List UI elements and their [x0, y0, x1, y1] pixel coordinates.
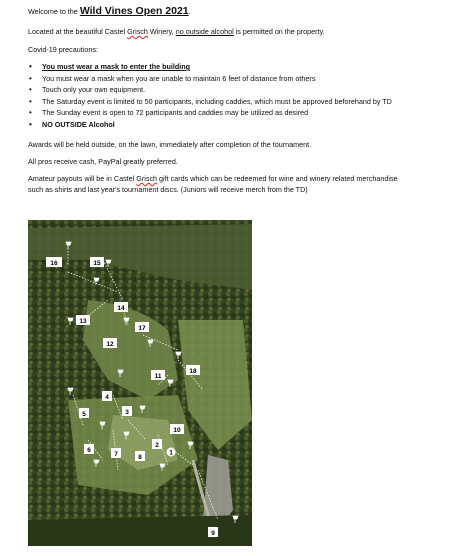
hole-13-label: 13 — [79, 318, 87, 325]
hole-18-label: 18 — [189, 368, 197, 375]
amateur-winery-word: Grisch — [136, 174, 158, 183]
hole-12 — [103, 338, 117, 348]
hole-11 — [151, 370, 165, 380]
welcome-prefix: Welcome to the — [28, 7, 80, 16]
hole-4-label: 4 — [105, 394, 109, 401]
covid-heading: Covid-19 precautions: — [28, 45, 98, 54]
welcome-line — [28, 6, 191, 17]
amateur-line1-rest: gift cards which can be redeemed for wine and winery related merchandise — [157, 174, 398, 183]
precaution-item: • NO OUTSIDE Alcohol — [28, 119, 392, 131]
location-prefix: Located at the beautiful Castel — [28, 27, 128, 36]
location-line — [28, 27, 325, 37]
hole-10-label: 10 — [173, 427, 181, 434]
location-suffix: is permitted on the property. — [233, 27, 325, 36]
amateur-prefix: Amateur payouts will be in Castel — [28, 174, 137, 183]
hole-16-label: 16 — [50, 260, 58, 267]
hole-9 — [208, 527, 218, 537]
hole-7 — [111, 448, 121, 458]
amateur-line-1 — [28, 174, 398, 184]
hole-17 — [135, 322, 149, 332]
hole-3-label: 3 — [125, 409, 129, 416]
hole-1-label: 1 — [169, 449, 173, 457]
awards-line: Awards will be held outside, on the lawn, immediately after completion of the tournament. — [28, 140, 312, 149]
hole-13 — [76, 315, 90, 325]
hole-15-label: 15 — [93, 260, 101, 267]
hole-17-label: 17 — [138, 325, 146, 332]
precaution-item: • Touch only your own equipment. — [28, 84, 392, 96]
precaution-item: • The Sunday event is open to 72 participants and caddies may be utilized as desired — [28, 107, 392, 119]
winery-word: Grisch — [127, 27, 148, 36]
hole-6-label: 6 — [87, 447, 91, 454]
hole-18 — [186, 365, 200, 375]
event-name: Wild Vines Open 2021 — [79, 5, 189, 17]
hole-2 — [152, 439, 162, 449]
hole-14 — [114, 302, 128, 312]
hole-8 — [135, 451, 145, 461]
hole-15 — [90, 257, 104, 267]
hole-8-label: 8 — [138, 454, 142, 461]
precaution-item: • You must wear a mask to enter the building — [28, 61, 392, 73]
hole-7-label: 7 — [114, 451, 118, 458]
hole-12-label: 12 — [106, 341, 114, 348]
hole-16 — [46, 257, 62, 267]
welcome-suffix: . — [188, 7, 191, 16]
hole-14-label: 14 — [117, 305, 125, 312]
hole-5-label: 5 — [82, 411, 86, 418]
hole-5 — [79, 408, 89, 418]
hole-2-label: 2 — [155, 442, 159, 449]
hole-9-label: 9 — [211, 530, 215, 537]
alcohol-notice: no outside alcohol — [175, 27, 234, 36]
hole-1 — [167, 448, 176, 457]
precaution-item: • The Saturday event is limited to 50 participants, including caddies, which must be approved beforehand by TD — [28, 96, 392, 108]
hole-11-label: 11 — [154, 373, 162, 380]
hole-3 — [122, 406, 132, 416]
course-map — [28, 220, 252, 546]
payout-line: All pros receive cash, PayPal greatly preferred. — [28, 157, 178, 166]
precaution-item: • You must wear a mask when you are unable to maintain 6 feet of distance from others — [28, 73, 392, 85]
course-map-svg — [28, 220, 252, 546]
location-middle: Winery, — [147, 27, 176, 36]
covid-precautions-list — [28, 61, 392, 131]
hole-6 — [84, 444, 94, 454]
amateur-line-2: such as shirts and last year's tournament discs. (Juniors will receive merch from the TD) — [28, 185, 308, 194]
hole-10 — [170, 424, 184, 434]
hole-4 — [102, 391, 112, 401]
